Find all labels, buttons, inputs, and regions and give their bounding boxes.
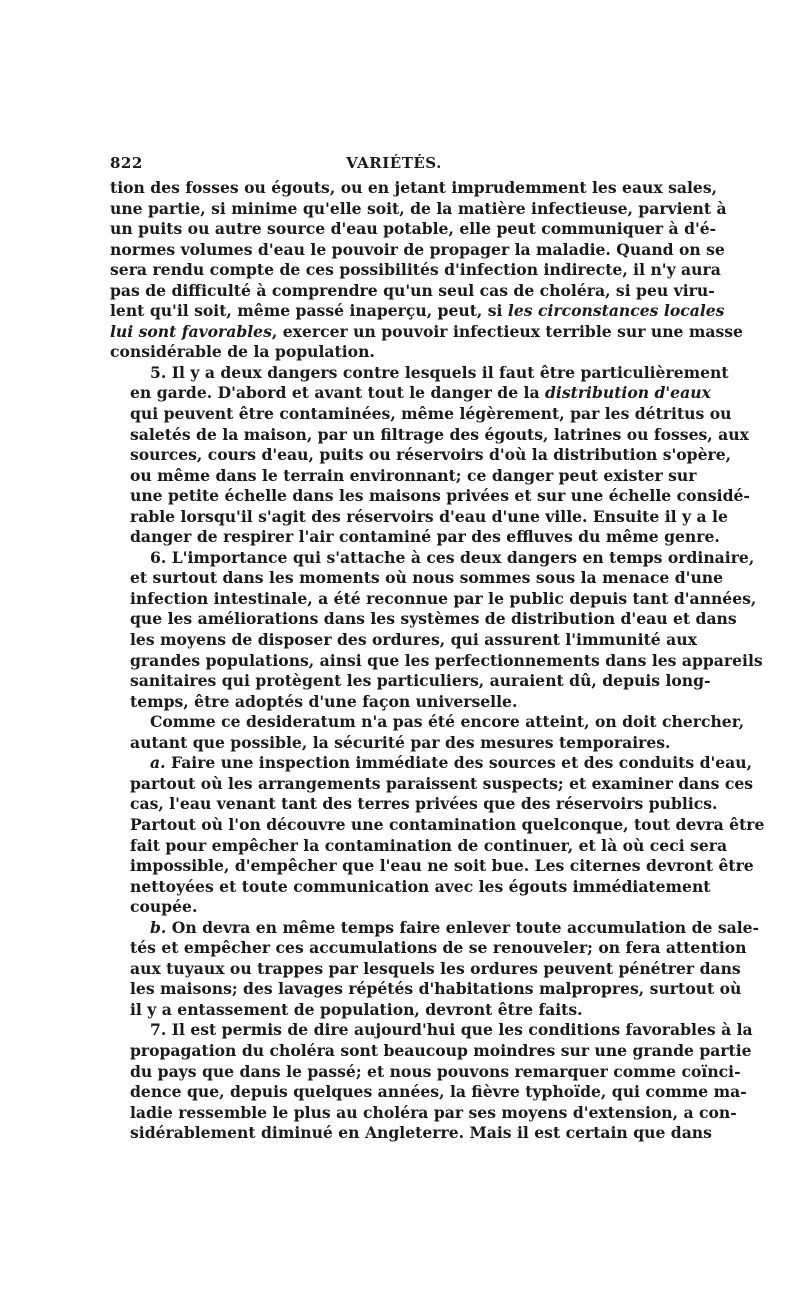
text-line: les moyens de disposer des ordures, qui assurent l'immunité aux [130,630,697,650]
text-line: grandes populations, ainsi que les perfectionnements dans les appareils [130,650,763,670]
text-line: impossible, d'empêcher que l'eau ne soit bue. Les citernes devront être [130,856,754,876]
text-line: lui sont favorables, exercer un pouvoir infectieux terrible sur une masse [110,321,743,341]
text-line: ou même dans le terrain environnant; ce danger peut exister sur [130,465,697,485]
text-line: a. Faire une inspection immédiate des sources et des conduits d'eau, [150,753,753,773]
text-line: 5. Il y a deux dangers contre lesquels il faut être particulièrement [150,362,729,382]
paragraph [110,178,743,363]
text-line: une partie, si minime qu'elle soit, de la matière infectieuse, parvient à [110,198,727,218]
text-line: fait pour empêcher la contamination de continuer, et là où ceci sera [130,835,728,855]
text-line: il y a entassement de population, devront être faits. [130,999,583,1019]
text-line: dence que, depuis quelques années, la fièvre typhoïde, qui comme ma- [130,1082,747,1102]
text-line: 7. Il est permis de dire aujourd'hui que les conditions favorables à la [150,1020,753,1040]
text-line: propagation du choléra sont beaucoup moindres sur une grande partie [130,1040,752,1060]
text-line: ladie ressemble le plus au choléra par ses moyens d'extension, a con- [130,1102,737,1122]
paragraph [110,547,763,712]
text-line: saletés de la maison, par un filtrage des égouts, latrines ou fosses, aux [130,424,749,444]
paragraph [110,917,760,1021]
text-line: temps, être adoptés d'une façon universelle. [130,691,518,711]
text-line: et surtout dans les moments où nous sommes sous la menace d'une [130,568,724,588]
text-line: normes volumes d'eau le pouvoir de propager la maladie. Quand on se [110,239,725,259]
text-line: tion des fosses ou égouts, ou en jetant imprudemment les eaux sales, [110,178,718,197]
italic-text: b. [150,917,167,937]
text-line: sanitaires qui protègent les particuliers, auraient dû, depuis long- [130,671,711,691]
document-page [110,150,765,1144]
text-line: coupée. [130,897,198,917]
paragraph [110,712,745,753]
text-line: considérable de la population. [110,342,375,362]
text-line: partout où les arrangements paraissent suspects; et examiner dans ces [130,773,754,793]
text-line: sidérablement diminué en Angleterre. Mais il est certain que dans [130,1123,712,1143]
text-line: autant que possible, la sécurité par des mesures temporaires. [130,732,671,752]
paragraph [110,753,765,917]
running-title: VARIÉTÉS. [346,154,442,172]
text-line: qui peuvent être contaminées, même légèrement, par les détritus ou [130,404,732,424]
text-line: 6. L'importance qui s'attache à ces deux dangers en temps ordinaire, [150,547,755,567]
text-line: b. On devra en même temps faire enlever toute accumulation de sale- [150,917,760,937]
page-header [110,150,678,178]
italic-text: a. [150,753,166,773]
text-line: pas de difficulté à comprendre qu'un seul cas de choléra, si peu viru- [110,280,715,300]
text-line: rable lorsqu'il s'agit des réservoirs d'eau d'une ville. Ensuite il y a le [130,506,728,526]
text-line: que les améliorations dans les systèmes de distribution d'eau et dans [130,609,737,629]
italic-text: distribution d'eaux [545,383,711,403]
text-line: aux tuyaux ou trappes par lesquels les ordures peuvent pénétrer dans [130,958,741,978]
text-line: Comme ce desideratum n'a pas été encore atteint, on doit chercher, [150,712,745,732]
text-line: tés et empêcher ces accumulations de se renouveler; on fera attention [130,938,747,958]
text-line: cas, l'eau venant tant des terres privées que des réservoirs publics. [130,794,718,814]
text-line: un puits ou autre source d'eau potable, elle peut communiquer à d'é- [110,219,717,239]
text-line: infection intestinale, a été reconnue par le public depuis tant d'années, [130,588,757,608]
body-text [110,178,765,1144]
italic-text: lui sont favorables [110,321,272,341]
paragraph [110,362,750,548]
paragraph [110,1020,753,1143]
text-line: Partout où l'on découvre une contamination quelconque, tout devra être [130,814,765,834]
page-number: 822 [110,154,143,172]
text-line: les maisons; des lavages répétés d'habitations malpropres, surtout où [130,979,742,999]
text-line: une petite échelle dans les maisons privées et sur une échelle considé- [130,486,750,506]
text-line: sources, cours d'eau, puits ou réservoirs d'où la distribution s'opère, [130,445,732,465]
text-line: lent qu'il soit, même passé inaperçu, peut, si les circonstances locales [110,301,725,321]
text-line: danger de respirer l'air contaminé par des effluves du même genre. [130,527,720,547]
text-line: du pays que dans le passé; et nous pouvons remarquer comme coïnci- [130,1061,741,1081]
italic-text: les circonstances locales [507,301,725,321]
text-line: en garde. D'abord et avant tout le danger de la distribution d'eaux [130,383,711,403]
text-line: nettoyées et toute communication avec les égouts immédiatement [130,876,711,896]
text-line: sera rendu compte de ces possibilités d'infection indirecte, il n'y aura [110,260,721,280]
